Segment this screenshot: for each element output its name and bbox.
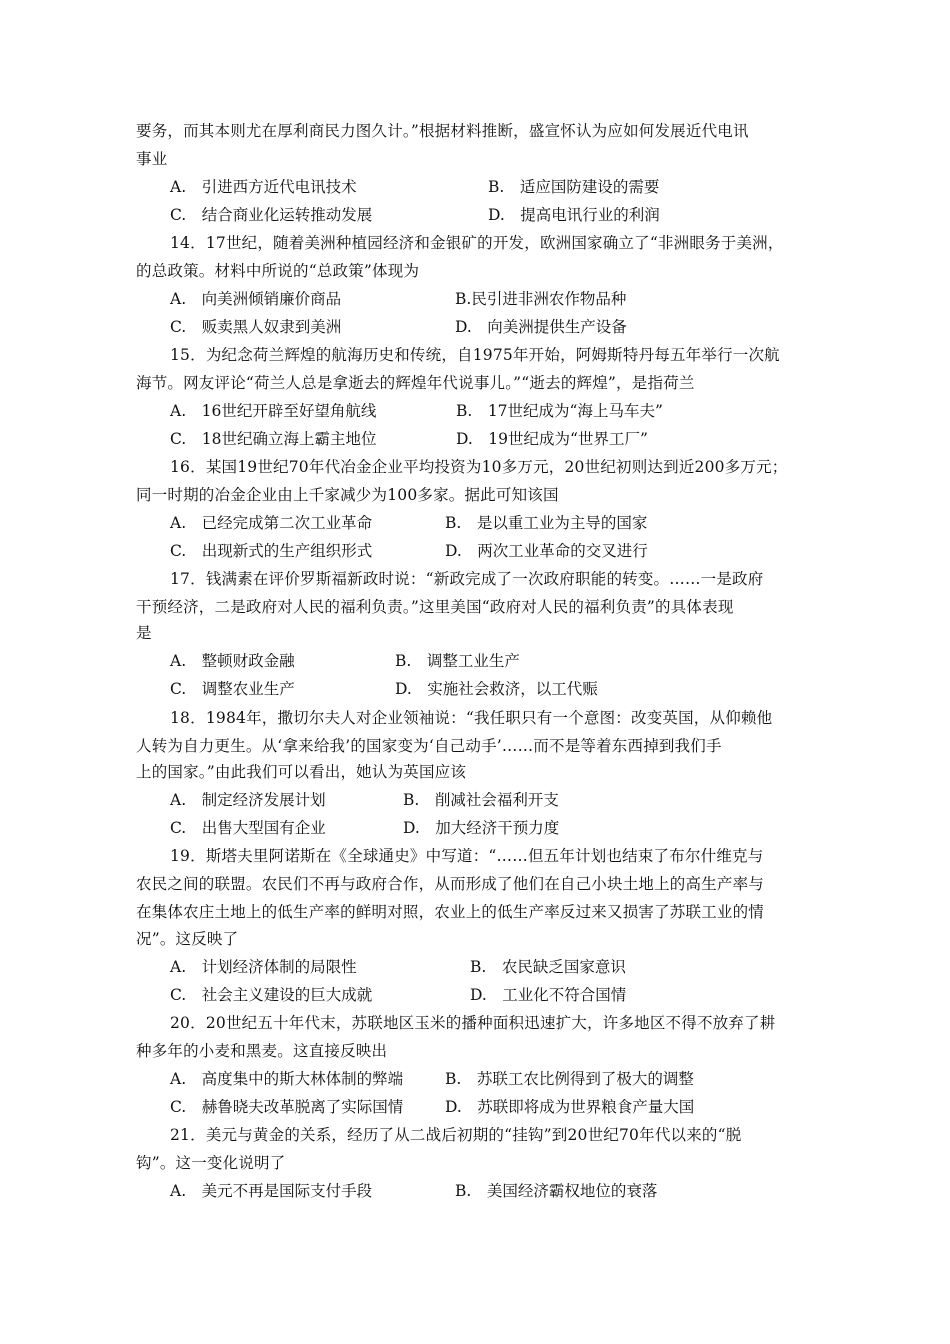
question-19-line-2: 农民之间的联盟。农民们不再与政府合作，从而形成了他们在自己小块土地上的高生产率与 (136, 875, 765, 893)
question-15-option-b: B. 17世纪成为“海上马车夫” (456, 402, 663, 420)
question-14-line-1: 14．17世纪，随着美洲种植园经济和金银矿的开发，欧洲国家确立了“非洲眼务于美洲， (170, 234, 784, 252)
question-19-line-1: 19．斯塔夫里阿诺斯在《全球通史》中写道：“……但五年计划也结束了布尔什维克与 (170, 847, 764, 865)
question-16-option-d: D. 两次工业革命的交叉进行 (445, 542, 648, 560)
question-17-option-d: D. 实施社会救济，以工代赈 (395, 680, 598, 698)
question-15-option-d: D. 19世纪成为“世界工厂” (456, 430, 648, 448)
question-19-option-a: A. 计划经济体制的局限性 (170, 958, 357, 976)
question-15-option-c: C. 18世纪确立海上霸主地位 (170, 430, 377, 448)
question-20-line-2: 种多年的小麦和黑麦。这直接反映出 (136, 1042, 388, 1060)
question-21-option-b: B. 美国经济霸权地位的衰落 (455, 1182, 658, 1200)
question-17-line-2: 干预经济，二是政府对人民的福利负责。”这里美国“政府对人民的福利负责”的具体表现 (136, 598, 734, 616)
question-19-option-b: B. 农民缺乏国家意识 (470, 958, 626, 976)
question-13-option-a: A. 引进西方近代电讯技术 (170, 178, 357, 196)
question-19-option-c: C. 社会主义建设的巨大成就 (170, 986, 373, 1004)
question-20-option-c: C. 赫鲁晓夫改革脱离了实际国情 (170, 1098, 404, 1116)
question-20-line-1: 20．20世纪五十年代末，苏联地区玉米的播种面积迅速扩大，许多地区不得不放弃了耕 (170, 1014, 776, 1032)
question-20-option-b: B. 苏联工农比例得到了极大的调整 (445, 1070, 694, 1088)
question-14-line-2: 的总政策。材料中所说的“总政策”体现为 (136, 262, 420, 280)
question-20-option-a: A. 高度集中的斯大林体制的弊端 (170, 1070, 404, 1088)
question-13-option-c: C. 结合商业化运转推动发展 (170, 206, 373, 224)
question-14-option-c: C. 贩卖黑人奴隶到美洲 (170, 318, 342, 336)
question-18-option-d: D. 加大经济干预力度 (403, 819, 560, 837)
question-18-line-3: 上的国家。”由此我们可以看出，她认为英国应该 (136, 763, 467, 781)
question-18-line-2: 人转为自力更生。从‘拿来给我’的国家变为‘自己动手’……而不是等着东西掉到我们手 (136, 737, 722, 755)
question-16-line-1: 16．某国19世纪70年代冶金企业平均投资为10多万元，20世纪初则达到近200多万元； (170, 458, 788, 476)
question-13-line-2: 事业 (136, 150, 168, 168)
question-20-option-d: D. 苏联即将成为世界粮食产量大国 (445, 1098, 695, 1116)
question-17-line-3: 是 (136, 624, 152, 642)
question-16-option-a: A. 已经完成第二次工业革命 (170, 514, 373, 532)
question-21-option-a: A. 美元不再是国际支付手段 (170, 1182, 373, 1200)
question-15-line-1: 15．为纪念荷兰辉煌的航海历史和传统，自1975年开始，阿姆斯特丹每五年举行一次航 (170, 346, 780, 364)
question-14-option-b: B.民引进非洲农作物品种 (455, 290, 627, 308)
question-18-option-c: C. 出售大型国有企业 (170, 819, 326, 837)
question-17-option-c: C. 调整农业生产 (170, 680, 295, 698)
question-16-line-2: 同一时期的冶金企业由上千家减少为100多家。据此可知该国 (136, 486, 559, 504)
question-18-option-b: B. 削减社会福利开支 (403, 791, 559, 809)
question-19-line-4: 况”。这反映了 (136, 930, 239, 948)
question-14-option-d: D. 向美洲提供生产设备 (455, 318, 627, 336)
question-13-option-d: D. 提高电讯行业的利润 (488, 206, 660, 224)
question-15-option-a: A. 16世纪开辟至好望角航线 (170, 402, 377, 420)
question-14-option-a: A. 向美洲倾销廉价商品 (170, 290, 342, 308)
question-18-line-1: 18．1984年，撒切尔夫人对企业领袖说：“我任职只有一个意图：改变英国，从仰赖他 (170, 709, 773, 727)
question-19-option-d: D. 工业化不符合国情 (470, 986, 627, 1004)
question-13-option-b: B. 适应国防建设的需要 (488, 178, 660, 196)
question-15-line-2: 海节。网友评论“荷兰人总是拿逝去的辉煌年代说事儿。”“逝去的辉煌”，是指荷兰 (136, 374, 695, 392)
question-13-line-1: 要务，而其本则尤在厚利商民力图久计。”根据材料推断，盛宣怀认为应如何发展近代电讯 (136, 122, 749, 140)
question-21-line-1: 21．美元与黄金的关系，经历了从二战后初期的“挂钩”到20世纪70年代以来的“脱 (170, 1126, 742, 1144)
question-16-option-b: B. 是以重工业为主导的国家 (445, 514, 648, 532)
question-17-option-a: A. 整顿财政金融 (170, 652, 295, 670)
question-16-option-c: C. 出现新式的生产组织形式 (170, 542, 373, 560)
question-18-option-a: A. 制定经济发展计划 (170, 791, 326, 809)
question-17-option-b: B. 调整工业生产 (395, 652, 520, 670)
question-19-line-3: 在集体农庄土地上的低生产率的鲜明对照，农业上的低生产率反过来又损害了苏联工业的情 (136, 903, 765, 921)
question-17-line-1: 17．钱满素在评价罗斯福新政时说：“新政完成了一次政府职能的转变。……一是政府 (170, 570, 764, 588)
question-21-line-2: 钩”。这一变化说明了 (136, 1154, 286, 1172)
